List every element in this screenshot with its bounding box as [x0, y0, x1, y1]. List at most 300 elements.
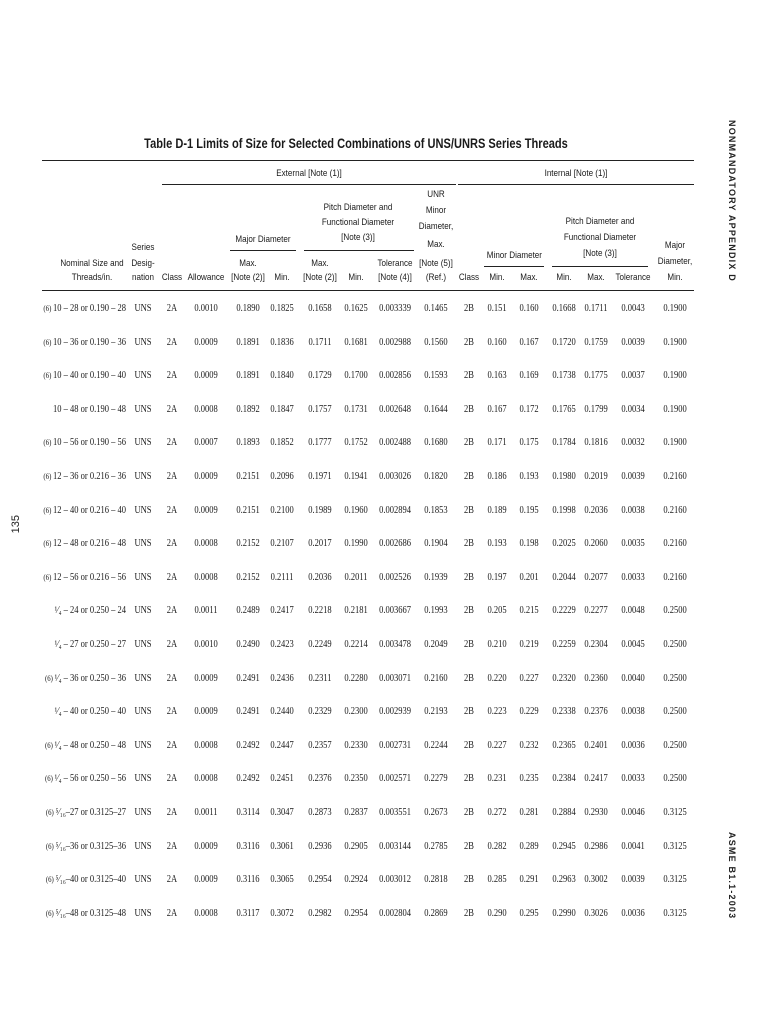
class-external-cell: 2A: [166, 773, 178, 785]
nominal-size-cell: [36, 335, 126, 351]
tolerance-cell: 0.003026: [379, 471, 411, 482]
nominal-size-text: ⁵⁄₁₆–36 or 0.3125–36: [55, 840, 126, 852]
major-max-cell: 0.3116: [236, 874, 260, 886]
nominal-size-text: 10 – 40 or 0.190 – 40: [53, 370, 126, 382]
header-unr-line1: UNR: [427, 189, 445, 200]
class-internal-cell: 2B: [464, 739, 474, 751]
note-marker: (6): [43, 304, 52, 313]
major-min-cell: 0.2423: [270, 639, 294, 650]
int-tolerance-cell: 0.0040: [621, 672, 645, 684]
unr-minor-cell: 0.1593: [424, 370, 448, 382]
tolerance-cell: 0.002856: [379, 370, 411, 382]
class-external-cell: 2A: [166, 672, 178, 684]
int-pitch-max-cell: 0.2277: [584, 605, 608, 617]
int-tolerance-cell: 0.0039: [621, 874, 645, 886]
table-row: [0, 839, 768, 855]
unr-minor-cell: 0.2244: [424, 739, 448, 751]
int-tolerance-cell: 0.0033: [621, 773, 645, 785]
allowance-cell: 0.0008: [194, 571, 218, 583]
unr-minor-cell: 0.2673: [424, 807, 448, 818]
nominal-size-text: 12 – 40 or 0.216 – 40: [53, 504, 126, 516]
header-series-line1: Series: [131, 242, 155, 253]
class-external-cell: 2A: [166, 303, 178, 314]
int-major-min-cell: 0.2500: [663, 672, 687, 684]
pitch-max-cell: 0.1777: [308, 437, 332, 449]
minor-max-cell: 0.232: [519, 739, 539, 751]
int-major-min-cell: 0.2500: [663, 739, 687, 751]
pitch-min-cell: 0.2330: [344, 739, 368, 751]
header-unr-line3: Diameter,: [418, 221, 454, 232]
major-min-cell: 0.2417: [270, 605, 294, 617]
int-pitch-max-cell: 0.1816: [584, 437, 608, 449]
int-tolerance-cell: 0.0035: [621, 538, 645, 550]
allowance-cell: 0.0009: [194, 840, 218, 852]
class-external-cell: 2A: [166, 403, 178, 415]
nominal-size-text: 10 – 48 or 0.190 – 48: [53, 403, 126, 415]
class-external-cell: 2A: [166, 605, 178, 617]
nominal-size-text: ⁵⁄₁₆–48 or 0.3125–48: [55, 907, 126, 919]
int-pitch-min-cell: 0.2229: [552, 605, 576, 617]
allowance-cell: 0.0009: [194, 706, 218, 718]
minor-max-cell: 0.198: [519, 538, 539, 550]
tolerance-cell: 0.002686: [379, 538, 411, 550]
int-tolerance-cell: 0.0043: [621, 303, 645, 314]
class-external-cell: 2A: [166, 471, 178, 482]
int-tolerance-cell: 0.0034: [621, 403, 645, 415]
major-min-cell: 0.2447: [270, 739, 294, 751]
pitch-int-rule: [552, 266, 648, 267]
pitch-min-cell: 0.2214: [344, 639, 368, 650]
major-min-cell: 0.2107: [270, 538, 294, 550]
int-pitch-max-cell: 0.2077: [584, 571, 608, 583]
minor-max-cell: 0.195: [519, 504, 539, 516]
class-internal-cell: 2B: [464, 672, 474, 684]
unr-minor-cell: 0.2279: [424, 773, 448, 785]
pitch-min-cell: 0.2905: [344, 840, 368, 852]
minor-min-cell: 0.171: [487, 437, 507, 449]
note-marker: (6): [43, 572, 52, 582]
table-row: [0, 637, 768, 653]
minor-max-cell: 0.215: [519, 605, 539, 617]
table-row: [0, 368, 768, 384]
pitch-max-cell: 0.2376: [308, 773, 332, 785]
nominal-size-cell: [36, 805, 126, 821]
class-internal-cell: 2B: [464, 907, 474, 919]
class-internal-cell: 2B: [464, 706, 474, 718]
pitch-min-cell: 0.2837: [344, 807, 368, 818]
int-tolerance-cell: 0.0037: [621, 370, 645, 382]
note-marker: (6): [43, 472, 52, 481]
header-major-max-line1: Max.: [239, 258, 257, 269]
series-cell: UNS: [134, 504, 152, 516]
int-pitch-min-cell: 0.2884: [552, 807, 576, 818]
series-cell: UNS: [134, 840, 152, 852]
int-pitch-max-cell: 0.1799: [584, 403, 608, 415]
table-row: [0, 536, 768, 552]
class-external-cell: 2A: [166, 336, 178, 348]
nominal-size-text: 10 – 28 or 0.190 – 28: [53, 303, 126, 314]
table-top-rule: [42, 160, 694, 161]
pitch-min-cell: 0.1681: [344, 336, 368, 348]
pitch-min-cell: 0.2181: [344, 605, 368, 617]
allowance-cell: 0.0008: [194, 739, 218, 751]
minor-min-cell: 0.272: [487, 807, 507, 818]
pitch-max-cell: 0.1711: [308, 336, 332, 348]
int-major-min-cell: 0.2160: [663, 571, 687, 583]
unr-minor-cell: 0.1680: [424, 437, 448, 449]
minor-min-cell: 0.151: [487, 303, 507, 314]
nominal-size-cell: [36, 704, 126, 720]
int-major-min-cell: 0.2160: [663, 538, 687, 550]
tolerance-cell: 0.002571: [379, 773, 411, 785]
header-internal: Internal [Note (1)]: [544, 168, 608, 179]
minor-min-cell: 0.167: [487, 403, 507, 415]
major-max-cell: 0.2152: [236, 571, 260, 583]
table-row: [0, 603, 768, 619]
allowance-cell: 0.0009: [194, 370, 218, 382]
int-pitch-min-cell: 0.1765: [552, 403, 576, 415]
table-row: [0, 301, 768, 317]
header-nominal-line1: Nominal Size and: [60, 258, 124, 269]
int-major-min-cell: 0.1900: [663, 403, 687, 415]
int-pitch-max-cell: 0.2401: [584, 739, 608, 751]
minor-max-cell: 0.169: [519, 370, 539, 382]
int-pitch-min-cell: 0.1668: [552, 303, 576, 314]
int-major-min-cell: 0.2160: [663, 471, 687, 482]
unr-minor-cell: 0.2049: [424, 639, 448, 650]
table-row: [0, 402, 768, 418]
major-max-cell: 0.1893: [236, 437, 260, 449]
minor-min-cell: 0.189: [487, 504, 507, 516]
major-min-cell: 0.1825: [270, 303, 294, 314]
class-internal-cell: 2B: [464, 605, 474, 617]
int-major-min-cell: 0.3125: [663, 874, 687, 886]
nominal-size-text: ⁵⁄₁₆–40 or 0.3125–40: [55, 874, 126, 886]
allowance-cell: 0.0009: [194, 504, 218, 516]
class-internal-cell: 2B: [464, 370, 474, 382]
header-minor-max: Max.: [520, 272, 538, 283]
allowance-cell: 0.0010: [194, 303, 218, 314]
major-max-cell: 0.3114: [236, 807, 260, 818]
minor-min-cell: 0.160: [487, 336, 507, 348]
series-cell: UNS: [134, 303, 152, 314]
minor-max-cell: 0.172: [519, 403, 539, 415]
allowance-cell: 0.0009: [194, 672, 218, 684]
note-marker: (6): [45, 908, 54, 918]
nominal-size-cell: [36, 469, 126, 485]
table-row: [0, 906, 768, 922]
note-marker: (6): [44, 740, 53, 750]
minor-min-cell: 0.197: [487, 571, 507, 583]
class-external-cell: 2A: [166, 437, 178, 449]
int-pitch-max-cell: 0.2376: [584, 706, 608, 718]
header-major-min: Min.: [274, 272, 290, 283]
int-pitch-max-cell: 0.3026: [584, 907, 608, 919]
int-pitch-min-cell: 0.2963: [552, 874, 576, 886]
class-external-cell: 2A: [166, 706, 178, 718]
unr-minor-cell: 0.1820: [424, 471, 448, 482]
major-max-cell: 0.2492: [236, 773, 260, 785]
int-pitch-max-cell: 0.2019: [584, 471, 608, 482]
header-bottom-rule: [42, 290, 694, 291]
unr-minor-cell: 0.2193: [424, 706, 448, 718]
unr-minor-cell: 0.1853: [424, 504, 448, 516]
note-marker: (6): [43, 337, 52, 347]
pitch-max-cell: 0.2311: [308, 672, 332, 684]
minor-min-cell: 0.210: [487, 639, 507, 650]
pitch-max-cell: 0.2249: [308, 639, 332, 650]
nominal-size-cell: [36, 503, 126, 519]
header-tolerance-line2: [Note (4)]: [378, 272, 412, 283]
class-external-cell: 2A: [166, 807, 178, 818]
header-major-diameter: Major Diameter: [235, 234, 291, 245]
header-allowance: Allowance: [187, 272, 225, 283]
pitch-max-cell: 0.2329: [308, 706, 332, 718]
pitch-max-cell: 0.1989: [308, 504, 332, 516]
int-tolerance-cell: 0.0039: [621, 471, 645, 482]
class-internal-cell: 2B: [464, 807, 474, 818]
series-cell: UNS: [134, 471, 152, 482]
allowance-cell: 0.0011: [194, 605, 218, 617]
minor-min-cell: 0.193: [487, 538, 507, 550]
int-pitch-min-cell: 0.2259: [552, 639, 576, 650]
series-cell: UNS: [134, 403, 152, 415]
series-cell: UNS: [134, 907, 152, 919]
pitch-max-cell: 0.1729: [308, 370, 332, 382]
int-pitch-max-cell: 0.3002: [584, 874, 608, 886]
note-marker: (6): [43, 371, 52, 381]
nominal-size-cell: [36, 368, 126, 384]
nominal-size-cell: [36, 301, 126, 317]
header-pitch-ext-line1: Pitch Diameter and: [323, 202, 393, 213]
header-pitch-int-tolerance: Tolerance: [615, 272, 651, 283]
class-internal-cell: 2B: [464, 538, 474, 550]
table-row: [0, 704, 768, 720]
standard-label: ASME B1.1-2003: [727, 832, 737, 920]
external-group-rule: [162, 184, 456, 185]
major-max-cell: 0.1890: [236, 303, 260, 314]
table-row: [0, 435, 768, 451]
int-major-min-cell: 0.2500: [663, 706, 687, 718]
header-major-int-line2: Diameter,: [657, 256, 693, 267]
int-pitch-max-cell: 0.1775: [584, 370, 608, 382]
nominal-size-text: ⁵⁄₁₆–27 or 0.3125–27: [55, 807, 126, 818]
major-max-cell: 0.2151: [236, 504, 260, 516]
page-number: 135: [10, 515, 22, 534]
table-row: [0, 570, 768, 586]
tolerance-cell: 0.002894: [379, 504, 411, 516]
int-major-min-cell: 0.3125: [663, 807, 687, 818]
major-min-cell: 0.2111: [270, 571, 294, 583]
int-pitch-min-cell: 0.1738: [552, 370, 576, 382]
header-pitch-int-min: Min.: [556, 272, 572, 283]
nominal-size-cell: [36, 906, 126, 922]
pitch-ext-rule: [304, 250, 414, 251]
unr-minor-cell: 0.2785: [424, 840, 448, 852]
int-pitch-min-cell: 0.2365: [552, 739, 576, 751]
series-cell: UNS: [134, 639, 152, 650]
pitch-min-cell: 0.2280: [344, 672, 368, 684]
minor-diameter-rule: [484, 266, 544, 267]
nominal-size-cell: [36, 435, 126, 451]
int-tolerance-cell: 0.0038: [621, 706, 645, 718]
header-minor-diameter: Minor Diameter: [486, 250, 542, 261]
int-major-min-cell: 0.3125: [663, 907, 687, 919]
header-pitch-ext-line2: Functional Diameter: [321, 217, 395, 228]
class-external-cell: 2A: [166, 370, 178, 382]
major-max-cell: 0.3117: [236, 907, 260, 919]
minor-max-cell: 0.201: [519, 571, 539, 583]
minor-min-cell: 0.163: [487, 370, 507, 382]
minor-max-cell: 0.235: [519, 773, 539, 785]
header-pitch-max-line1: Max.: [311, 258, 329, 269]
pitch-min-cell: 0.2924: [344, 874, 368, 886]
series-cell: UNS: [134, 672, 152, 684]
minor-max-cell: 0.229: [519, 706, 539, 718]
header-external: External [Note (1)]: [276, 168, 342, 179]
note-marker: (6): [45, 875, 54, 885]
nominal-size-text: ¹⁄₄ – 27 or 0.250 – 27: [54, 639, 126, 650]
pitch-min-cell: 0.2350: [344, 773, 368, 785]
table-row: [0, 872, 768, 888]
minor-min-cell: 0.220: [487, 672, 507, 684]
major-max-cell: 0.1892: [236, 403, 260, 415]
series-cell: UNS: [134, 874, 152, 886]
series-cell: UNS: [134, 807, 152, 818]
table-title: Table D-1 Limits of Size for Selected Combinations of UNS/UNRS Series Threads: [144, 136, 568, 151]
unr-minor-cell: 0.2160: [424, 672, 448, 684]
minor-min-cell: 0.227: [487, 739, 507, 751]
unr-minor-cell: 0.1904: [424, 538, 448, 550]
series-cell: UNS: [134, 605, 152, 617]
allowance-cell: 0.0008: [194, 907, 218, 919]
int-pitch-max-cell: 0.1759: [584, 336, 608, 348]
nominal-size-cell: [36, 839, 126, 855]
pitch-max-cell: 0.1658: [308, 303, 332, 314]
major-min-cell: 0.1847: [270, 403, 294, 415]
int-tolerance-cell: 0.0039: [621, 336, 645, 348]
class-external-cell: 2A: [166, 504, 178, 516]
tolerance-cell: 0.002939: [379, 706, 411, 718]
nominal-size-text: ¹⁄₄ – 40 or 0.250 – 40: [54, 706, 126, 718]
major-max-cell: 0.3116: [236, 840, 260, 852]
table-row: [0, 738, 768, 754]
allowance-cell: 0.0008: [194, 403, 218, 415]
pitch-min-cell: 0.1960: [344, 504, 368, 516]
nominal-size-text: 10 – 36 or 0.190 – 36: [53, 336, 126, 348]
minor-min-cell: 0.285: [487, 874, 507, 886]
int-pitch-min-cell: 0.1980: [552, 471, 576, 482]
series-cell: UNS: [134, 571, 152, 583]
int-tolerance-cell: 0.0036: [621, 907, 645, 919]
minor-max-cell: 0.167: [519, 336, 539, 348]
note-marker: (6): [45, 841, 54, 851]
int-pitch-min-cell: 0.2338: [552, 706, 576, 718]
nominal-size-text: 10 – 56 or 0.190 – 56: [53, 437, 126, 449]
class-internal-cell: 2B: [464, 639, 474, 650]
nominal-size-cell: [36, 570, 126, 586]
int-tolerance-cell: 0.0045: [621, 639, 645, 650]
header-pitch-int-line2: Functional Diameter: [563, 232, 637, 243]
unr-minor-cell: 0.1939: [424, 571, 448, 583]
note-marker: (6): [43, 539, 52, 549]
nominal-size-cell: [36, 738, 126, 754]
header-nominal-line2: Threads/in.: [71, 272, 113, 283]
unr-minor-cell: 0.1465: [424, 303, 448, 314]
minor-max-cell: 0.289: [519, 840, 539, 852]
tolerance-cell: 0.002488: [379, 437, 411, 449]
series-cell: UNS: [134, 538, 152, 550]
minor-max-cell: 0.193: [519, 471, 539, 482]
nominal-size-cell: [36, 671, 126, 687]
major-max-cell: 0.1891: [236, 336, 260, 348]
minor-max-cell: 0.295: [519, 907, 539, 919]
allowance-cell: 0.0008: [194, 538, 218, 550]
nominal-size-text: ¹⁄₄ – 36 or 0.250 – 36: [54, 672, 126, 684]
pitch-max-cell: 0.1971: [308, 471, 332, 482]
int-pitch-max-cell: 0.2036: [584, 504, 608, 516]
major-min-cell: 0.1840: [270, 370, 294, 382]
pitch-min-cell: 0.1700: [344, 370, 368, 382]
allowance-cell: 0.0009: [194, 471, 218, 482]
int-pitch-max-cell: 0.2417: [584, 773, 608, 785]
class-external-cell: 2A: [166, 639, 178, 650]
major-max-cell: 0.2489: [236, 605, 260, 617]
header-pitch-int-line3: [Note (3)]: [583, 248, 617, 259]
nominal-size-text: ¹⁄₄ – 56 or 0.250 – 56: [54, 773, 126, 785]
major-min-cell: 0.3065: [270, 874, 294, 886]
pitch-max-cell: 0.2017: [308, 538, 332, 550]
major-min-cell: 0.2096: [270, 471, 294, 482]
int-pitch-min-cell: 0.1720: [552, 336, 576, 348]
pitch-min-cell: 0.1731: [344, 403, 368, 415]
header-pitch-min: Min.: [348, 272, 364, 283]
table-row: [0, 335, 768, 351]
class-internal-cell: 2B: [464, 571, 474, 583]
allowance-cell: 0.0009: [194, 874, 218, 886]
pitch-max-cell: 0.2873: [308, 807, 332, 818]
note-marker: (6): [43, 505, 52, 515]
series-cell: UNS: [134, 336, 152, 348]
tolerance-cell: 0.002804: [379, 907, 411, 919]
series-cell: UNS: [134, 773, 152, 785]
series-cell: UNS: [134, 739, 152, 751]
nominal-size-cell: [36, 771, 126, 787]
major-min-cell: 0.2100: [270, 504, 294, 516]
allowance-cell: 0.0011: [194, 807, 218, 818]
appendix-label: NONMANDATORY APPENDIX D: [727, 120, 737, 282]
header-major-max-line2: [Note (2)]: [231, 272, 265, 283]
class-internal-cell: 2B: [464, 773, 474, 785]
tolerance-cell: 0.003339: [379, 303, 411, 314]
header-unr-line4: Max.: [427, 239, 445, 250]
unr-minor-cell: 0.1993: [424, 605, 448, 617]
header-unr-line5: [Note (5)]: [419, 258, 453, 269]
class-external-cell: 2A: [166, 874, 178, 886]
tolerance-cell: 0.002648: [379, 403, 411, 415]
series-cell: UNS: [134, 706, 152, 718]
unr-minor-cell: 0.1644: [424, 403, 448, 415]
minor-min-cell: 0.205: [487, 605, 507, 617]
minor-max-cell: 0.219: [519, 639, 539, 650]
minor-min-cell: 0.186: [487, 471, 507, 482]
int-tolerance-cell: 0.0033: [621, 571, 645, 583]
class-internal-cell: 2B: [464, 874, 474, 886]
unr-minor-cell: 0.2818: [424, 874, 448, 886]
int-tolerance-cell: 0.0032: [621, 437, 645, 449]
minor-max-cell: 0.281: [519, 807, 539, 818]
class-external-cell: 2A: [166, 840, 178, 852]
